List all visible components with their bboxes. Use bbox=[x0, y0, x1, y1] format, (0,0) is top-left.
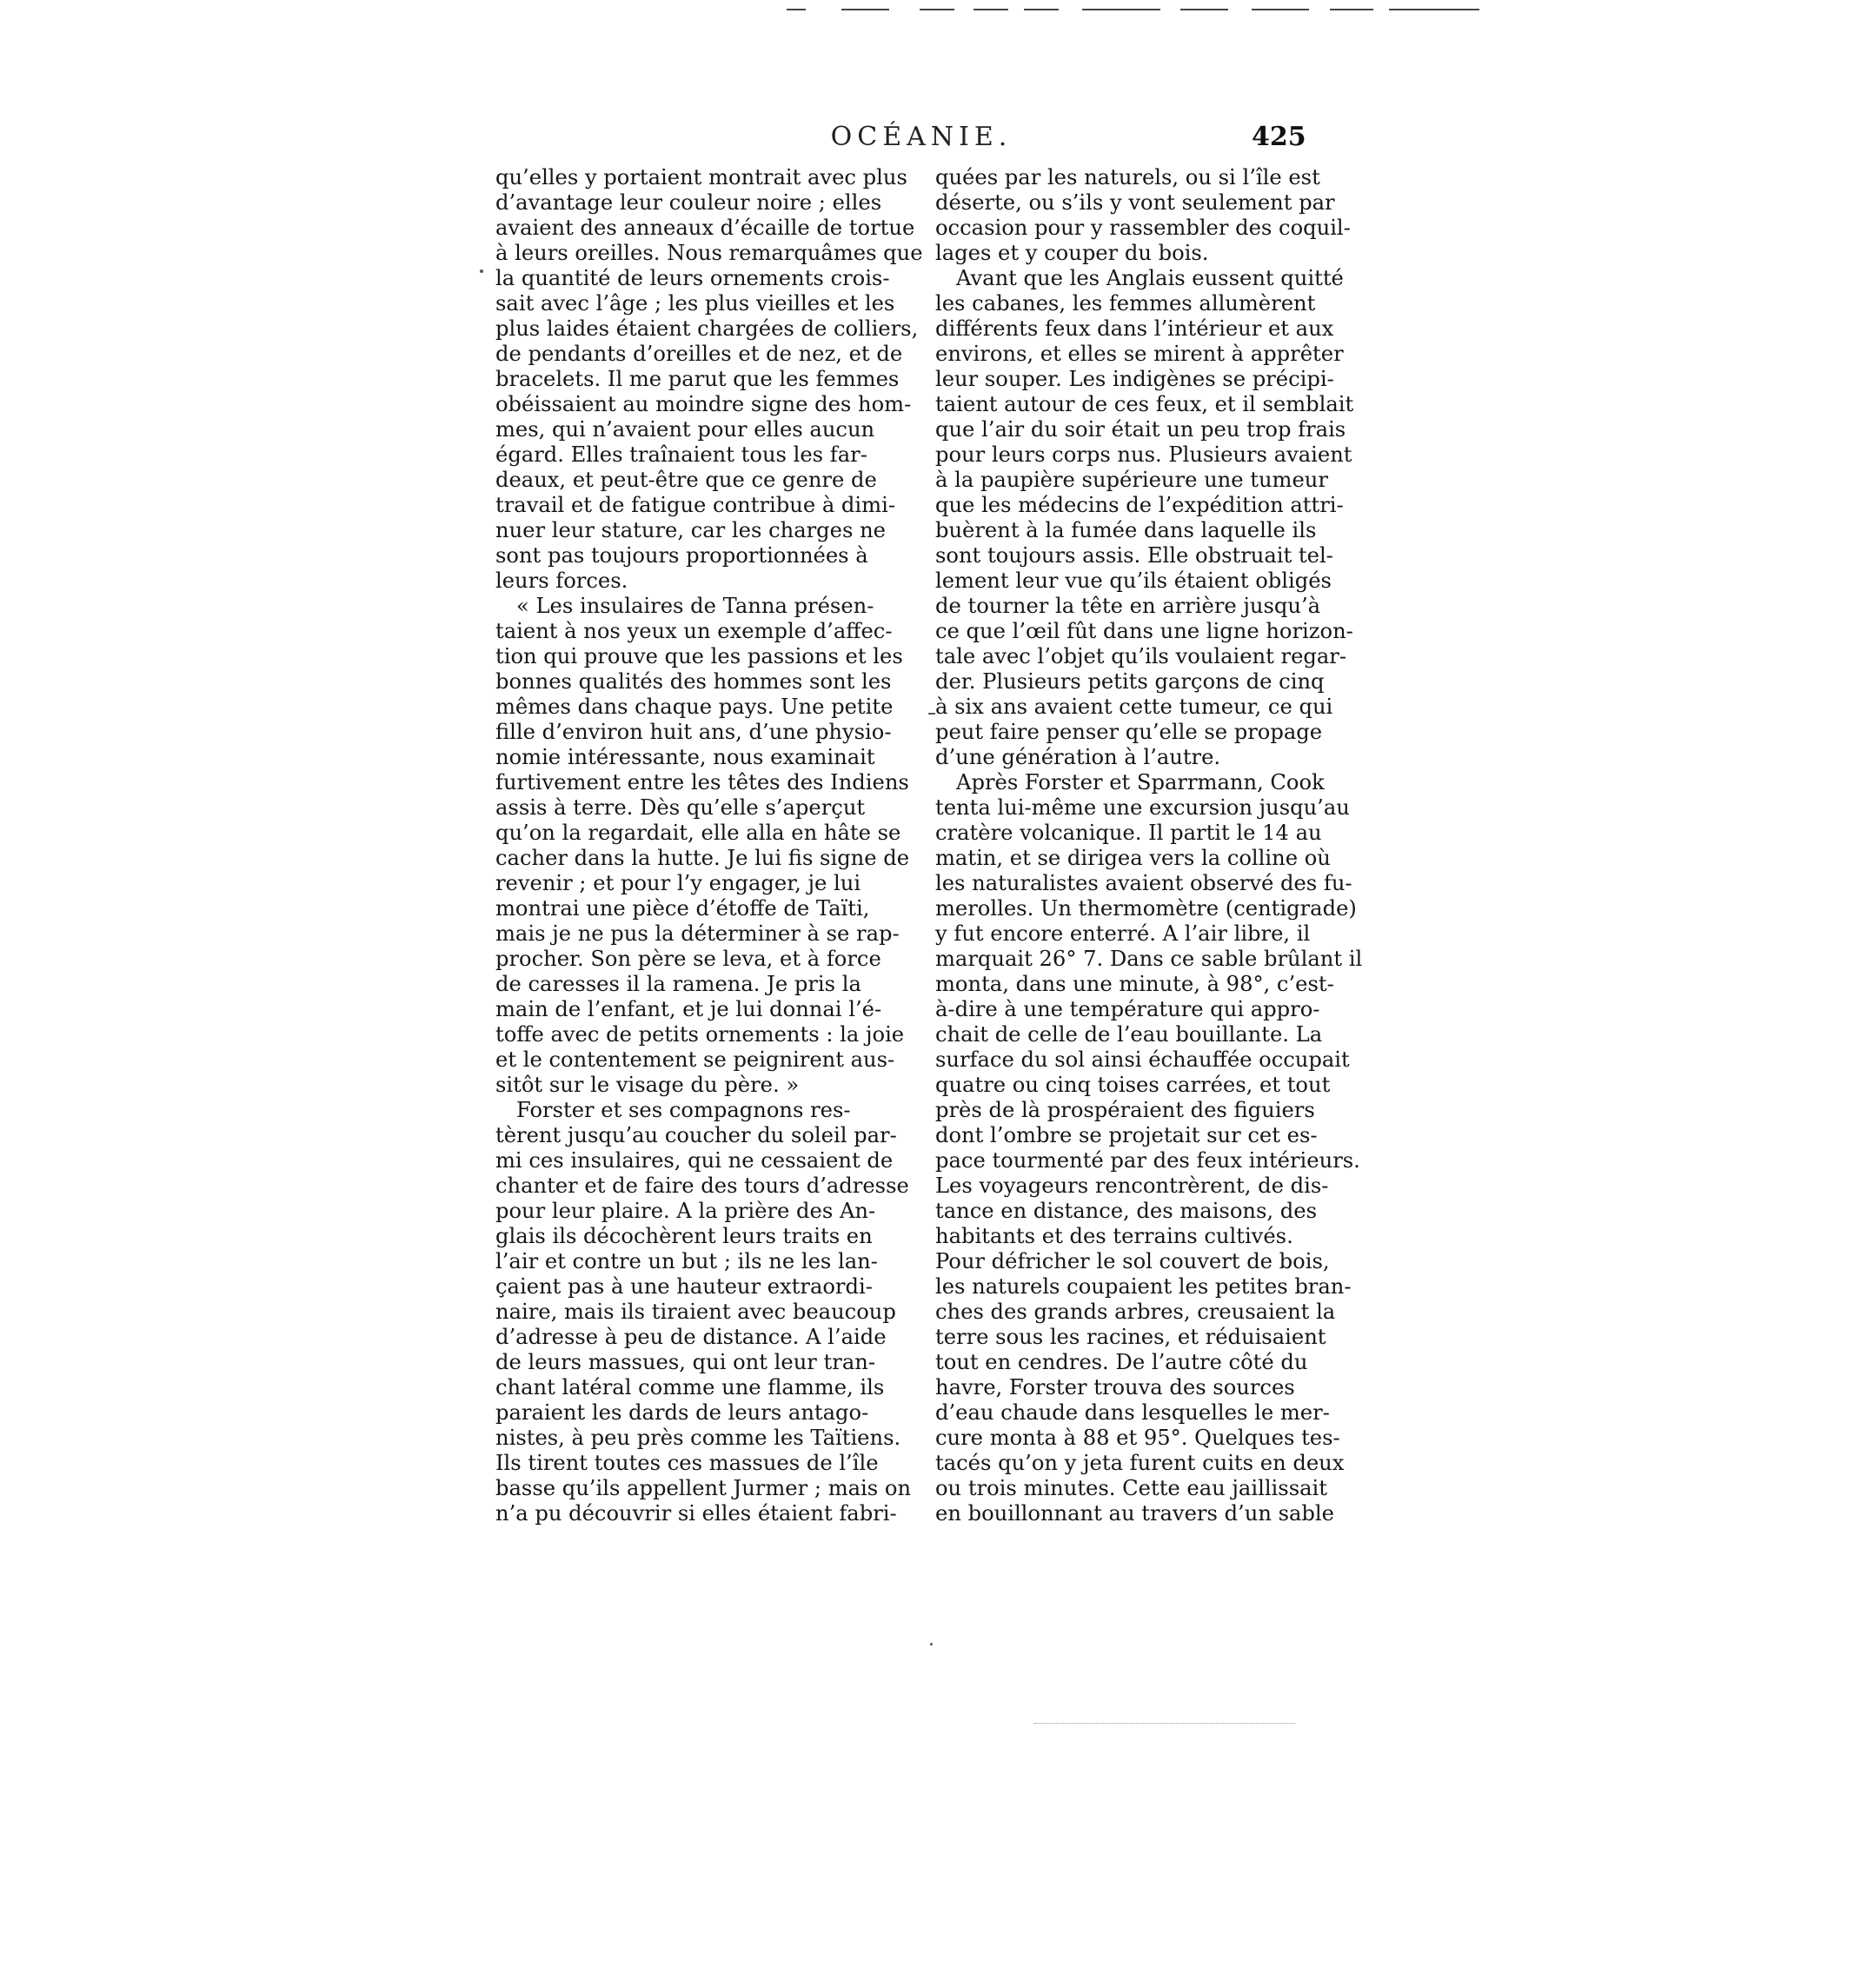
text-line: d’adresse à peu de distance. A l’aide bbox=[495, 1325, 887, 1349]
scan-speck bbox=[480, 269, 483, 273]
text-line: mais je ne pus la déterminer à se rap- bbox=[495, 921, 900, 946]
running-title: OCÉANIE. bbox=[830, 122, 1013, 152]
text-line: ou trois minutes. Cette eau jaillissait bbox=[935, 1476, 1327, 1500]
paragraph-start-line: Avant que les Anglais eussent quitté bbox=[956, 266, 1344, 290]
text-line: obéissaient au moindre signe des hom- bbox=[495, 392, 912, 416]
left-text-column bbox=[495, 165, 921, 1526]
text-line: merolles. Un thermomètre (centigrade) bbox=[935, 896, 1357, 921]
text-line: terre sous les racines, et réduisaient bbox=[935, 1325, 1326, 1349]
text-line: montrai une pièce d’étoffe de Taïti, bbox=[495, 896, 870, 921]
scan-edge-rule bbox=[1330, 9, 1373, 10]
text-line: bonnes qualités des hommes sont les bbox=[495, 669, 892, 694]
text-line: lages et y couper du bois. bbox=[935, 241, 1209, 265]
text-line: bracelets. Il me parut que les femmes bbox=[495, 367, 900, 391]
text-line: cacher dans la hutte. Je lui fis signe de bbox=[495, 846, 910, 870]
scan-trace bbox=[1034, 1723, 1295, 1724]
scan-edge-rule bbox=[1024, 9, 1059, 10]
text-line: pour leur plaire. A la prière des An- bbox=[495, 1199, 876, 1223]
text-line: chanter et de faire des tours d’adresse bbox=[495, 1174, 909, 1198]
text-line: Pour défricher le sol couvert de bois, bbox=[935, 1249, 1330, 1273]
text-line: d’eau chaude dans lesquelles le mer- bbox=[935, 1400, 1330, 1425]
text-line: assis à terre. Dès qu’elle s’aperçut bbox=[495, 795, 866, 820]
text-line: nistes, à peu près comme les Taïtiens. bbox=[495, 1426, 901, 1450]
text-line: et le contentement se peignirent aus- bbox=[495, 1047, 895, 1072]
text-line: ches des grands arbres, creusaient la bbox=[935, 1300, 1336, 1324]
text-line: égard. Elles traînaient tous les far- bbox=[495, 442, 867, 467]
text-line: matin, et se dirigea vers la colline où bbox=[935, 846, 1331, 870]
text-line: tèrent jusqu’au coucher du soleil par- bbox=[495, 1123, 897, 1147]
text-line: mes, qui n’avaient pour elles aucun bbox=[495, 417, 875, 442]
text-line: glais ils décochèrent leurs traits en bbox=[495, 1224, 873, 1248]
text-line: la quantité de leurs ornements crois- bbox=[495, 266, 890, 290]
text-line: d’avantage leur couleur noire ; elles bbox=[495, 190, 882, 215]
text-line: basse qu’ils appellent Jurmer ; mais on bbox=[495, 1476, 912, 1500]
text-line: leur souper. Les indigènes se précipi- bbox=[935, 367, 1334, 391]
text-line: paraient les dards de leurs antago- bbox=[495, 1400, 869, 1425]
text-line: nomie intéressante, nous examinait bbox=[495, 745, 875, 769]
text-line: tout en cendres. De l’autre côté du bbox=[935, 1350, 1308, 1374]
text-line: à la paupière supérieure une tumeur bbox=[935, 468, 1328, 492]
scan-edge-rule bbox=[787, 9, 806, 10]
text-line: mi ces insulaires, qui ne cessaient de bbox=[495, 1148, 894, 1173]
text-line: taient autour de ces feux, et il semblait bbox=[935, 392, 1354, 416]
text-line: quatre ou cinq toises carrées, et tout bbox=[935, 1073, 1331, 1097]
text-line: sait avec l’âge ; les plus vieilles et les bbox=[495, 291, 895, 316]
text-line: de leurs massues, qui ont leur tran- bbox=[495, 1350, 876, 1374]
text-line: furtivement entre les têtes des Indiens bbox=[495, 770, 909, 795]
text-line: d’une génération à l’autre. bbox=[935, 745, 1221, 769]
text-line: près de là prospéraient des figuiers bbox=[935, 1098, 1315, 1122]
text-line: de caresses il la ramena. Je pris la bbox=[495, 972, 861, 996]
text-line: quées par les naturels, ou si l’île est bbox=[935, 165, 1320, 189]
scan-speck bbox=[930, 1643, 933, 1646]
text-line: l’air et contre un but ; ils ne les lan- bbox=[495, 1249, 878, 1273]
text-line: les cabanes, les femmes allumèrent bbox=[935, 291, 1316, 316]
paragraph-start-line: « Les insulaires de Tanna présen- bbox=[516, 594, 874, 618]
text-line: naire, mais ils tiraient avec beaucoup bbox=[495, 1300, 896, 1324]
text-line: qu’on la regardait, elle alla en hâte se bbox=[495, 821, 901, 845]
text-line: cure monta à 88 et 95°. Quelques tes- bbox=[935, 1426, 1340, 1450]
scan-edge-rule bbox=[974, 9, 1008, 10]
text-line: fille d’environ huit ans, d’une physio- bbox=[495, 720, 892, 744]
text-line: revenir ; et pour l’y engager, je lui bbox=[495, 871, 861, 895]
text-line: Les voyageurs rencontrèrent, de dis- bbox=[935, 1174, 1329, 1198]
text-line: en bouillonnant au travers d’un sable bbox=[935, 1501, 1334, 1526]
text-line: que l’air du soir était un peu trop frais bbox=[935, 417, 1346, 442]
scan-edge-rule bbox=[1252, 9, 1309, 10]
text-line: buèrent à la fumée dans laquelle ils bbox=[935, 518, 1317, 542]
text-line: qu’elles y portaient montrait avec plus bbox=[495, 165, 907, 189]
text-line: Ils tirent toutes ces massues de l’île bbox=[495, 1451, 879, 1475]
scan-speck bbox=[928, 713, 935, 715]
text-line: procher. Son père se leva, et à force bbox=[495, 947, 881, 971]
text-line: de pendants d’oreilles et de nez, et de bbox=[495, 342, 903, 366]
text-line: les naturalistes avaient observé des fu- bbox=[935, 871, 1352, 895]
text-line: marquait 26° 7. Dans ce sable brûlant il bbox=[935, 947, 1363, 971]
text-line: plus laides étaient chargées de colliers, bbox=[495, 316, 919, 341]
text-line: tion qui prouve que les passions et les bbox=[495, 644, 903, 668]
paragraph-start-line: Après Forster et Sparrmann, Cook bbox=[956, 770, 1325, 795]
text-line: der. Plusieurs petits garçons de cinq bbox=[935, 669, 1325, 694]
scan-edge-rule bbox=[920, 9, 954, 10]
text-line: sitôt sur le visage du père. » bbox=[495, 1073, 800, 1097]
text-line: n’a pu découvrir si elles étaient fabri- bbox=[495, 1501, 897, 1526]
paragraph-start-line: Forster et ses compagnons res- bbox=[516, 1098, 851, 1122]
text-line: tacés qu’on y jeta furent cuits en deux bbox=[935, 1451, 1345, 1475]
text-line: sont pas toujours proportionnées à bbox=[495, 543, 868, 568]
text-line: pace tourmenté par des feux intérieurs. bbox=[935, 1148, 1360, 1173]
text-line: à leurs oreilles. Nous remarquâmes que bbox=[495, 241, 923, 265]
scan-edge-rule bbox=[841, 9, 889, 10]
text-line: avaient des anneaux d’écaille de tortue bbox=[495, 216, 915, 240]
text-line: déserte, ou s’ils y vont seulement par bbox=[935, 190, 1335, 215]
page-number: 425 bbox=[1252, 122, 1306, 152]
text-line: main de l’enfant, et je lui donnai l’é- bbox=[495, 997, 882, 1021]
text-line: cratère volcanique. Il partit le 14 au bbox=[935, 821, 1322, 845]
text-line: occasion pour y rassembler des coquil- bbox=[935, 216, 1351, 240]
text-line: environs, et elles se mirent à apprêter bbox=[935, 342, 1344, 366]
scan-edge-rule bbox=[1082, 9, 1160, 10]
text-line: ce que l’œil fût dans une ligne horizon- bbox=[935, 619, 1353, 643]
text-line: différents feux dans l’intérieur et aux bbox=[935, 316, 1334, 341]
scan-edge-rule bbox=[1180, 9, 1228, 10]
text-line: surface du sol ainsi échauffée occupait bbox=[935, 1047, 1350, 1072]
text-line: havre, Forster trouva des sources bbox=[935, 1375, 1295, 1400]
text-line: chant latéral comme une flamme, ils bbox=[495, 1375, 885, 1400]
text-line: habitants et des terrains cultivés. bbox=[935, 1224, 1293, 1248]
text-line: à six ans avaient cette tumeur, ce qui bbox=[935, 695, 1333, 719]
text-line: que les médecins de l’expédition attri- bbox=[935, 493, 1344, 517]
text-line: leurs forces. bbox=[495, 568, 628, 593]
text-line: monta, dans une minute, à 98°, c’est- bbox=[935, 972, 1334, 996]
text-line: les naturels coupaient les petites bran- bbox=[935, 1274, 1352, 1299]
text-line: taient à nos yeux un exemple d’affec- bbox=[495, 619, 893, 643]
text-line: tance en distance, des maisons, des bbox=[935, 1199, 1317, 1223]
text-line: çaient pas à une hauteur extraordi- bbox=[495, 1274, 873, 1299]
text-line: lement leur vue qu’ils étaient obligés bbox=[935, 568, 1332, 593]
text-line: toffe avec de petits ornements : la joie bbox=[495, 1022, 905, 1047]
text-line: mêmes dans chaque pays. Une petite bbox=[495, 695, 894, 719]
text-line: y fut encore enterré. A l’air libre, il bbox=[935, 921, 1311, 946]
right-text-column bbox=[935, 165, 1361, 1526]
text-line: sont toujours assis. Elle obstruait tel- bbox=[935, 543, 1333, 568]
text-line: à-dire à une température qui appro- bbox=[935, 997, 1320, 1021]
text-line: nuer leur stature, car les charges ne bbox=[495, 518, 886, 542]
text-line: deaux, et peut-être que ce genre de bbox=[495, 468, 877, 492]
scan-edge-rule bbox=[1389, 9, 1479, 10]
text-line: tenta lui-même une excursion jusqu’au bbox=[935, 795, 1350, 820]
text-line: de tourner la tête en arrière jusqu’à bbox=[935, 594, 1321, 618]
text-line: peut faire penser qu’elle se propage bbox=[935, 720, 1323, 744]
text-line: dont l’ombre se projetait sur cet es- bbox=[935, 1123, 1318, 1147]
text-line: travail et de fatigue contribue à dimi- bbox=[495, 493, 895, 517]
text-line: tale avec l’objet qu’ils voulaient regar- bbox=[935, 644, 1347, 668]
text-line: chait de celle de l’eau bouillante. La bbox=[935, 1022, 1323, 1047]
text-line: pour leurs corps nus. Plusieurs avaient bbox=[935, 442, 1352, 467]
